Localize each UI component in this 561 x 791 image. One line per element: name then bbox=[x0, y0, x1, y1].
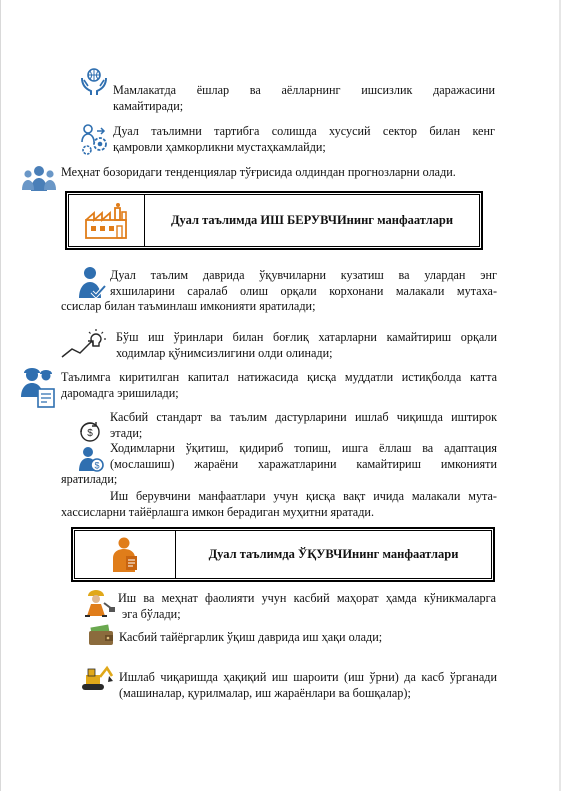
excavator-icon bbox=[80, 664, 114, 692]
group-people-icon bbox=[22, 163, 56, 193]
employer-benefit-4: Касбий стандарт ва таълим дастурларини ишлаб чиқишда иштирок этади; bbox=[110, 410, 497, 440]
wallet-money-icon bbox=[88, 624, 114, 646]
team-gears-icon bbox=[79, 122, 109, 156]
factory-icon bbox=[82, 202, 130, 240]
employer-benefit-5: Ходимларни ўқитиш, қидириб топиш, ишга ёллаш ва адаптация (мослашиш) жараёни харажатларини камайтириш имконияти яратилади; bbox=[61, 441, 497, 486]
employer-benefit-1: Дуал таълим даврида ўқувчиларни кузатиш ва улардан энг яхшиларини саралаб олиш орқали корхонани малакали мутаха- ссислар билан таъминлаш имконияти яратилади; bbox=[61, 268, 497, 313]
employer-benefit-2: Бўш иш ўринлари билан боғлиқ хатарларни камайтириш орқали ходимлар қўнимсизлигини олди олинади; bbox=[116, 330, 497, 360]
employer-intro-p3: Меҳнат бозоридаги тенденциялар тўғрисида олдиндан прогнозларни олади. bbox=[61, 165, 456, 179]
hands-globe-icon bbox=[80, 66, 108, 96]
student-benefits-header bbox=[74, 530, 492, 579]
employer-benefit-3: Таълимга киритилган капитал натижасида қисқа муддатли истиқболда катта даромадга эришилади; bbox=[61, 370, 497, 400]
student-benefit-3: Ишлаб чиқаришда ҳақиқий иш шароити (иш ўрни) да касб ўрганади (машиналар, қурилмалар, иш жараёнлари ва бошқалар); bbox=[119, 670, 497, 700]
workers-document-icon bbox=[16, 365, 60, 409]
page-edge-left bbox=[0, 0, 1, 791]
header-icon-cell bbox=[75, 531, 176, 578]
student-benefit-2: Касбий тайёргарлик ўқиш даврида иш ҳақи олади; bbox=[119, 630, 383, 644]
student-worker-icon bbox=[110, 536, 140, 574]
employer-intro-p2: Дуал таълимни тартибга солишда хусусий сектор билан кенг қамровли ҳамкорликни мустаҳкамлайди; bbox=[113, 124, 495, 154]
header-icon-cell bbox=[69, 195, 145, 246]
employer-benefits-header bbox=[68, 194, 480, 247]
construction-worker-icon bbox=[82, 588, 116, 618]
employer-benefit-6: Иш берувчини манфаатлари учун қисқа вақт ичида малакали мута- хассисларни тайёрлашга имкон берадиган муҳитни яратади. bbox=[61, 489, 497, 519]
student-benefit-1: Иш ва меҳнат фаолияти учун касбий маҳорат ҳамда кўникмаларга эга бўлади; bbox=[118, 591, 496, 621]
employer-header-title: Дуал таълимда ИШ БЕРУВЧИнинг манфаатлари bbox=[170, 213, 454, 227]
svg-text:$: $ bbox=[87, 428, 93, 439]
lightbulb-chart-icon bbox=[60, 328, 108, 360]
employer-intro-p1: Мамлакатда ёшлар ва аёлларнинг ишсизлик даражасини камайтиради; bbox=[113, 83, 495, 113]
svg-text:$: $ bbox=[94, 460, 100, 471]
student-header-title: Дуал таълимда ЎҚУВЧИнинг манфаатлари bbox=[208, 547, 459, 561]
